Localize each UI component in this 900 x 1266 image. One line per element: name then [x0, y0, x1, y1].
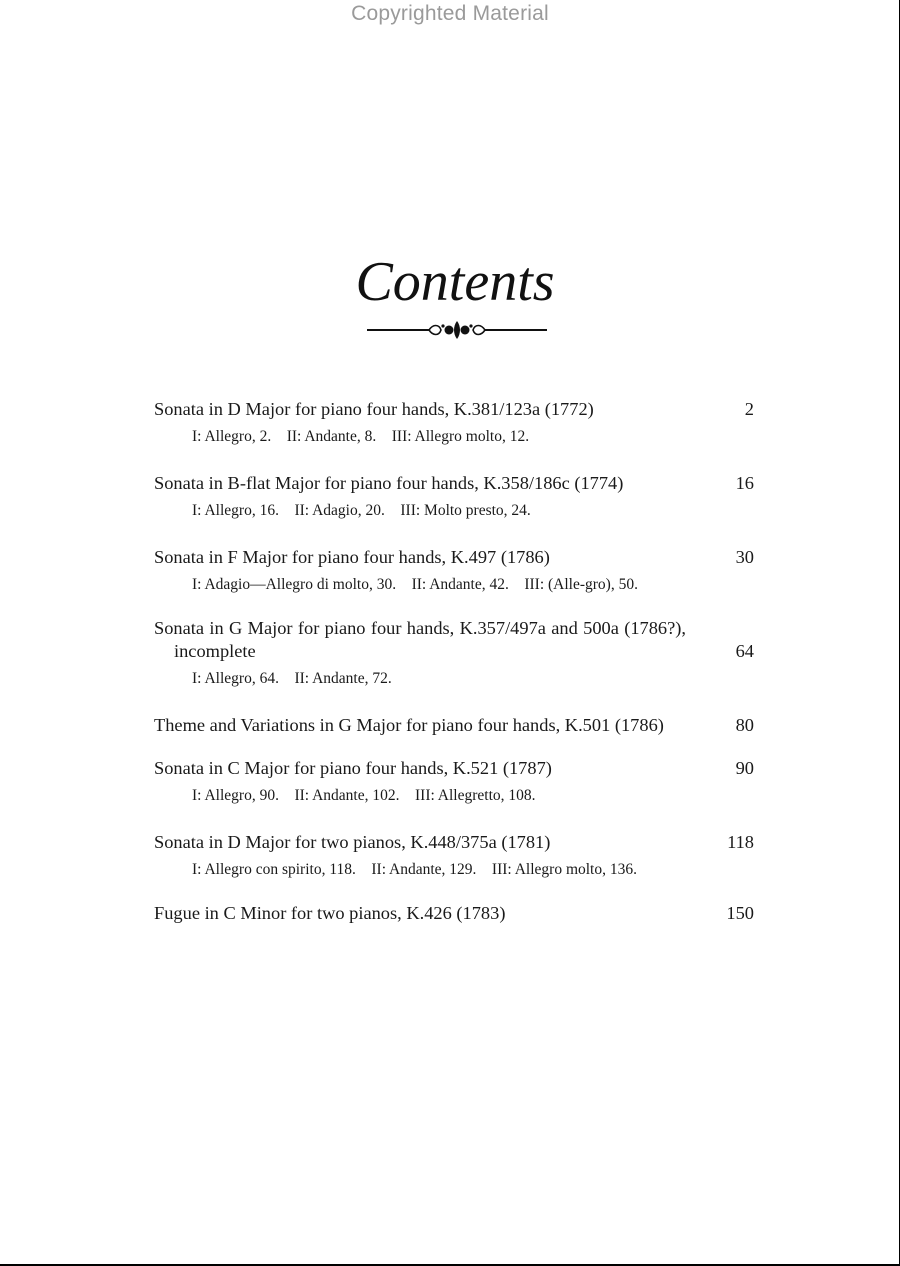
toc-entry-title: Sonata in D Major for piano four hands, K.381/123a (1772) [154, 399, 594, 419]
table-of-contents [154, 398, 756, 950]
page-title: Contents [355, 251, 555, 313]
toc-entry-title: Sonata in G Major for piano four hands, K.357/497a and 500a (1786?), incomplete [154, 618, 686, 661]
toc-entry-page: 80 [735, 715, 754, 735]
toc-entry [154, 714, 756, 737]
toc-entry-movements: I: Allegro con spirito, 118. II: Andante, 129. III: Allegro molto, 136. [192, 861, 637, 878]
toc-entry-movements: I: Allegro, 2. II: Andante, 8. III: Allegro molto, 12. [192, 428, 530, 445]
fleuron-ornament-icon [367, 318, 547, 342]
toc-entry-title: Theme and Variations in G Major for piano four hands, K.501 (1786) [154, 715, 664, 735]
toc-entry-title: Sonata in C Major for piano four hands, K.521 (1787) [154, 758, 552, 778]
toc-entry-page: 30 [735, 547, 754, 567]
toc-entry [154, 398, 756, 447]
toc-entry-movements: I: Allegro, 16. II: Adagio, 20. III: Molto presto, 24. [192, 502, 531, 519]
toc-entry-page: 64 [735, 641, 754, 661]
toc-entry [154, 831, 756, 880]
toc-entry-movements: I: Adagio—Allegro di molto, 30. II: Andante, 42. III: (Alle-gro), 50. [192, 576, 638, 593]
toc-entry-title: Fugue in C Minor for two pianos, K.426 (1783) [154, 903, 506, 923]
copyright-watermark: Copyrighted Material [351, 2, 549, 25]
toc-entry [154, 757, 756, 806]
toc-entry-page: 16 [735, 473, 754, 493]
toc-entry [154, 472, 756, 521]
toc-entry [154, 546, 756, 595]
toc-entry [154, 902, 756, 925]
toc-entry-title: Sonata in F Major for piano four hands, K.497 (1786) [154, 547, 550, 567]
toc-entry [154, 617, 756, 689]
toc-entry-page: 2 [744, 399, 754, 419]
toc-entry-movements: I: Allegro, 90. II: Andante, 102. III: Allegretto, 108. [192, 787, 536, 804]
toc-entry-page: 118 [727, 832, 754, 852]
toc-entry-page: 150 [726, 903, 754, 923]
toc-entry-title: Sonata in D Major for two pianos, K.448/375a (1781) [154, 832, 551, 852]
toc-entry-title: Sonata in B-flat Major for piano four hands, K.358/186c (1774) [154, 473, 624, 493]
toc-entry-page: 90 [735, 758, 754, 778]
toc-entry-movements: I: Allegro, 64. II: Andante, 72. [192, 670, 392, 687]
